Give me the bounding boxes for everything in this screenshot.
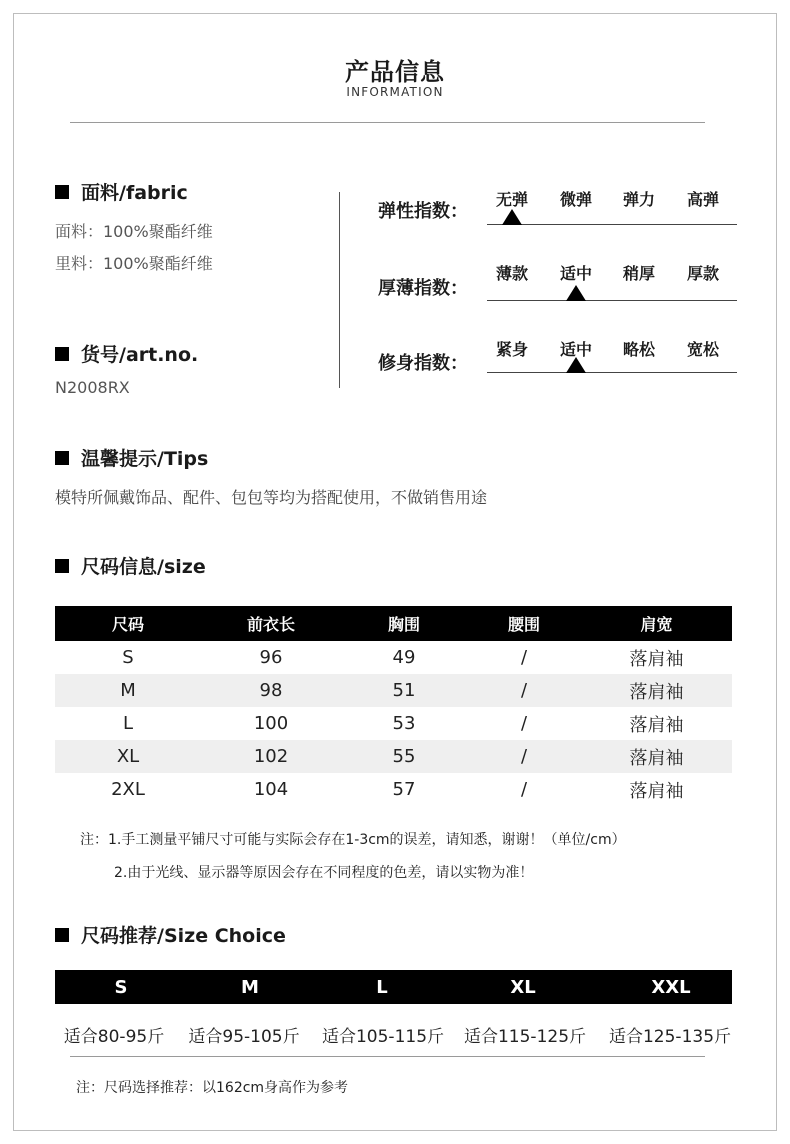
tips-heading xyxy=(55,444,208,471)
table-cell: 落肩袖 xyxy=(629,648,684,670)
table-cell: 102 xyxy=(201,740,341,773)
tips-text: 模特所佩戴饰品、配件、包包等均为搭配使用，不做销售用途 xyxy=(55,488,488,507)
tips-heading-text: 温馨提示/Tips xyxy=(81,448,209,470)
size-table-header xyxy=(55,606,732,641)
triangle-marker-icon xyxy=(566,285,586,301)
size-choice-divider xyxy=(70,1056,705,1057)
artno-heading-text: 货号/art.no. xyxy=(81,344,199,366)
table-cell: / xyxy=(520,647,528,668)
table-cell: M xyxy=(55,674,201,707)
index-option: 略松 xyxy=(622,340,655,359)
table-cell: 49 xyxy=(392,647,416,668)
size-choice-range: 适合105-115斤 xyxy=(321,1027,445,1047)
column-header: 前衣长 xyxy=(201,606,341,641)
size-heading-text: 尺码信息/size xyxy=(81,556,206,578)
index-scale-line xyxy=(487,372,737,373)
index-option: 宽松 xyxy=(686,340,719,359)
index-option: 厚款 xyxy=(686,264,719,283)
fabric-outer: 面料：100%聚酯纤维 xyxy=(55,222,213,241)
column-header: 胸围 xyxy=(341,606,467,641)
square-bullet-icon xyxy=(55,928,69,942)
table-cell: / xyxy=(467,740,581,773)
table-cell: 51 xyxy=(341,674,467,707)
table-row xyxy=(55,641,732,674)
size-choice-size: XXL xyxy=(651,977,691,998)
index-option: 适中 xyxy=(559,264,592,283)
column-header: 肩宽 xyxy=(581,606,732,641)
table-cell: 100 xyxy=(253,713,289,734)
table-row xyxy=(55,707,732,740)
table-row xyxy=(55,674,732,707)
size-note-2: 2.由于光线、显示器等原因会存在不同程度的色差，请以实物为准！ xyxy=(114,865,534,881)
page-title: 产品信息 xyxy=(345,58,445,86)
table-cell: 53 xyxy=(392,713,416,734)
square-bullet-icon xyxy=(55,559,69,573)
index-label: 修身指数： xyxy=(378,353,468,374)
table-cell: / xyxy=(520,779,528,800)
size-choice-heading-text: 尺码推荐/Size Choice xyxy=(81,925,286,947)
triangle-marker-icon xyxy=(566,357,586,373)
table-row xyxy=(55,773,732,806)
size-choice-range: 适合115-125斤 xyxy=(463,1027,587,1047)
index-option: 弹力 xyxy=(622,190,655,209)
index-option: 紧身 xyxy=(495,340,528,359)
fabric-heading xyxy=(55,178,188,205)
size-choice-bar xyxy=(55,970,732,1004)
triangle-marker-icon xyxy=(502,209,522,225)
table-cell: 55 xyxy=(341,740,467,773)
index-scale-line xyxy=(487,224,737,225)
index-label: 弹性指数： xyxy=(378,201,468,222)
table-cell: / xyxy=(467,674,581,707)
size-choice-range: 适合80-95斤 xyxy=(63,1027,165,1047)
table-cell: 96 xyxy=(259,647,283,668)
vertical-divider xyxy=(339,192,340,388)
table-cell: 落肩袖 xyxy=(629,714,684,736)
table-cell: 2XL xyxy=(111,779,145,800)
size-choice-size: M xyxy=(241,977,259,998)
table-cell: S xyxy=(122,647,134,668)
table-cell: 104 xyxy=(253,779,289,800)
table-cell: 落肩袖 xyxy=(629,780,684,802)
fabric-lining: 里料：100%聚酯纤维 xyxy=(55,254,213,273)
page-subtitle: INFORMATION xyxy=(346,85,444,99)
index-option: 微弹 xyxy=(559,190,592,209)
index-scale-line xyxy=(487,300,737,301)
square-bullet-icon xyxy=(55,185,69,199)
fabric-heading-text: 面料/fabric xyxy=(81,182,188,204)
table-row xyxy=(55,740,732,773)
artno-value: N2008RX xyxy=(55,378,130,397)
column-header: 腰围 xyxy=(467,606,581,641)
size-choice-note: 注：尺码选择推荐：以162cm身高作为参考 xyxy=(76,1080,349,1096)
title-divider xyxy=(70,122,705,123)
size-note-1: 注：1.手工测量平铺尺寸可能与实际会存在1-3cm的误差，请知悉，谢谢！（单位/cm） xyxy=(80,832,626,848)
index-option: 无弹 xyxy=(495,190,528,209)
size-choice-size: XL xyxy=(510,977,536,998)
size-choice-heading xyxy=(55,921,286,948)
table-cell: XL xyxy=(55,740,201,773)
index-option: 适中 xyxy=(559,340,592,359)
column-header: 尺码 xyxy=(55,606,201,641)
square-bullet-icon xyxy=(55,347,69,361)
table-cell: 57 xyxy=(392,779,416,800)
artno-heading xyxy=(55,340,198,367)
table-cell: 落肩袖 xyxy=(581,740,732,773)
size-choice-range: 适合125-135斤 xyxy=(608,1027,732,1047)
size-heading xyxy=(55,552,206,579)
square-bullet-icon xyxy=(55,451,69,465)
size-choice-range: 适合95-105斤 xyxy=(188,1027,300,1047)
table-cell: L xyxy=(122,713,134,734)
table-cell: 落肩袖 xyxy=(581,674,732,707)
index-option: 稍厚 xyxy=(622,264,655,283)
table-cell: / xyxy=(520,713,528,734)
index-label: 厚薄指数： xyxy=(378,278,468,299)
index-option: 薄款 xyxy=(495,264,528,283)
size-choice-size: L xyxy=(376,977,388,998)
index-option: 高弹 xyxy=(686,190,719,209)
size-table xyxy=(55,606,732,806)
size-choice-size: S xyxy=(114,977,128,998)
table-cell: 98 xyxy=(201,674,341,707)
